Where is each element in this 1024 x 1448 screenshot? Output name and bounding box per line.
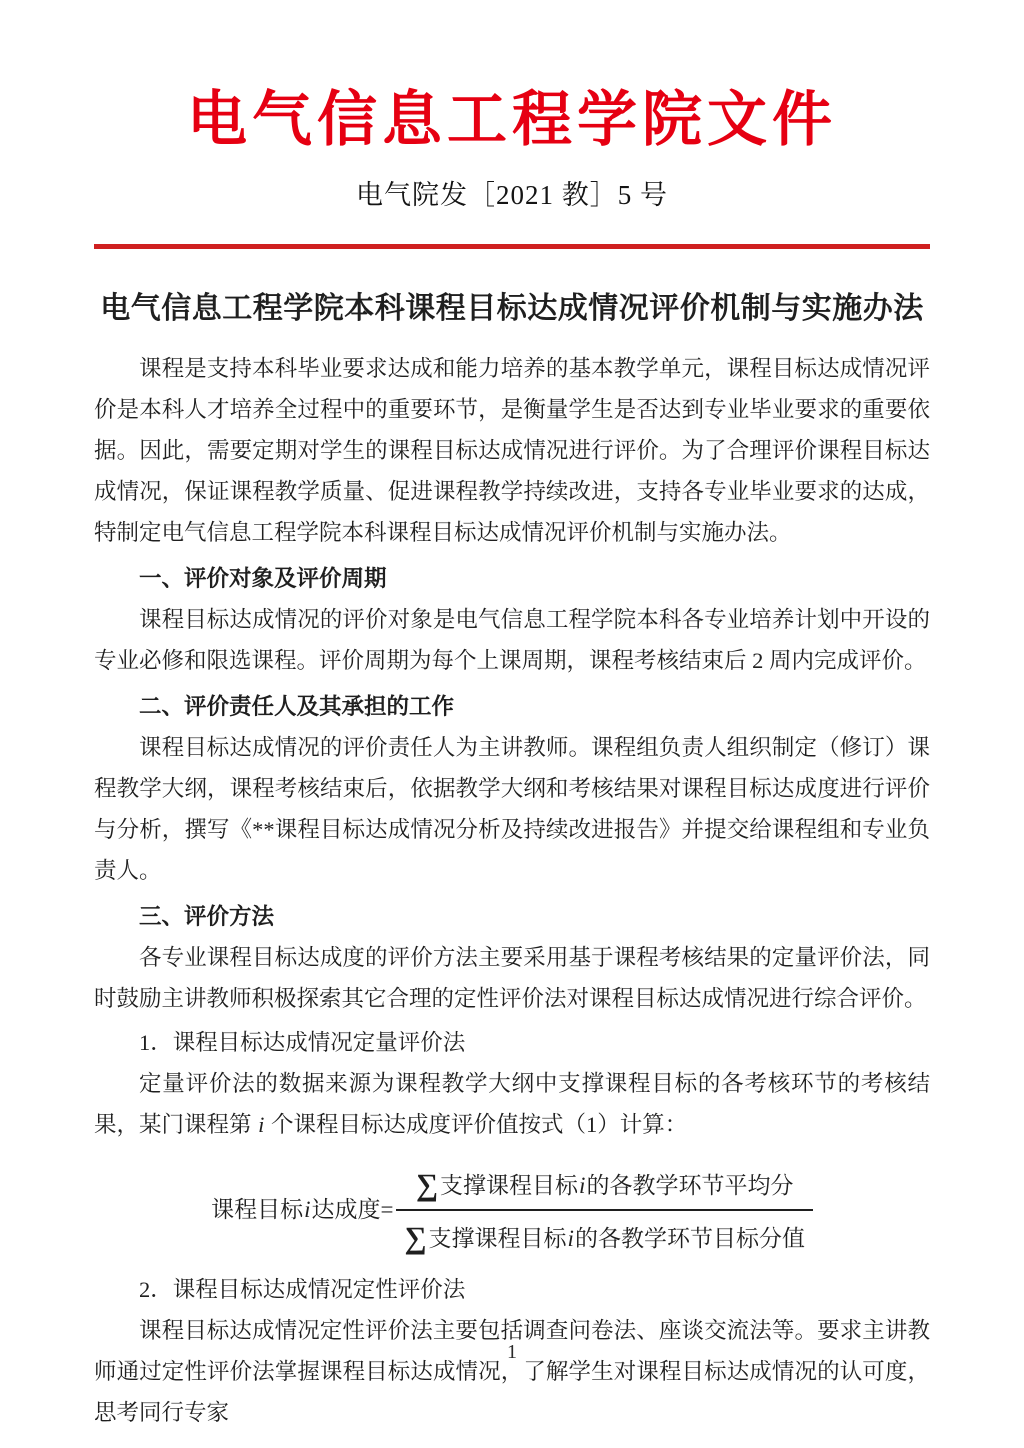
method-1-paragraph-suffix: 个课程目标达成度评价值按式（1）计算： (265, 1112, 688, 1137)
formula-lhs-equals: 达成度= (311, 1197, 394, 1223)
variable-i: i (258, 1112, 265, 1137)
formula-lhs-prefix: 课程目标 (211, 1197, 304, 1223)
variable-i: i (579, 1173, 586, 1198)
intro-paragraph: 课程是支持本科毕业要求达成和能力培养的基本教学单元，课程目标达成情况评价是本科人才培养全过程中的重要环节，是衡量学生是否达到专业毕业要求的重要依据。因此，需要定期对学生的课程目标达成情况进行评价。为了合理评价课程目标达成情况，保证课程教学质量、促进课程教学持续改进，支持各专业毕业要求的达成，特制定电气信息工程学院本科课程目标达成情况评价机制与实施办法。 (94, 356, 930, 545)
section-3-paragraph: 各专业课程目标达成度的评价方法主要采用基于课程考核结果的定量评价法，同时鼓励主讲教师积极探索其它合理的定性评价法对课程目标达成情况进行综合评价。 (94, 945, 930, 1011)
formula-numerator-suffix: 的各教学环节平均分 (586, 1173, 794, 1198)
page-footer (0, 1341, 1024, 1364)
body-text (94, 348, 930, 1433)
method-1-paragraph (94, 1063, 930, 1145)
formula-numerator-prefix: 支撑课程目标 (440, 1173, 579, 1198)
section-2-heading: 二、评价责任人及其承担的工作 (139, 694, 455, 719)
sigma-icon: ∑ (404, 1219, 427, 1255)
document-title: 电气信息工程学院本科课程目标达成情况评价机制与实施办法 (100, 292, 924, 325)
formula-fraction (396, 1161, 813, 1259)
sigma-icon: ∑ (415, 1167, 439, 1202)
variable-i: i (304, 1197, 311, 1223)
document-number: 电气院发［2021 教］5 号 (356, 180, 668, 210)
formula-numerator (396, 1161, 813, 1211)
section-2-paragraph: 课程目标达成情况的评价责任人为主讲教师。课程组负责人组织制定（修订）课程教学大纲，课程考核结束后，依据教学大纲和考核结果对课程目标达成度进行评价与分析，撰写《**课程目标达成情况分析及持续改进报告》并提交给课程组和专业负责人。 (94, 735, 930, 883)
red-divider-line (94, 244, 930, 249)
formula-equation-1 (94, 1161, 930, 1259)
formula-denominator-prefix: 支撑课程目标 (428, 1225, 567, 1251)
variable-i: i (567, 1225, 574, 1251)
letterhead-title: 电气信息工程学院文件 (187, 87, 837, 153)
method-2-label: 2．课程目标达成情况定性评价法 (139, 1276, 466, 1302)
method-1-label: 1．课程目标达成情况定量评价法 (139, 1030, 466, 1055)
formula-denominator (396, 1211, 813, 1259)
formula-denominator-suffix: 的各教学环节目标分值 (574, 1225, 805, 1251)
letterhead (94, 86, 930, 249)
method-1-paragraph-prefix: 定量评价法的数据来源为课程教学大纲中支撑课程目标的各考核环节的考核结果，某门课程第 (94, 1071, 930, 1137)
page-number: 1 (507, 1341, 517, 1363)
formula-lhs (211, 1193, 393, 1226)
document-body (94, 289, 930, 1433)
method-2-paragraph: 课程目标达成情况定性评价法主要包括调查问卷法、座谈交流法等。要求主讲教师通过定性评价法掌握课程目标达成情况，了解学生对课程目标达成情况的认可度，思考同行专家 (94, 1317, 930, 1425)
section-1-heading: 一、评价对象及评价周期 (139, 566, 387, 591)
section-1-paragraph: 课程目标达成情况的评价对象是电气信息工程学院本科各专业培养计划中开设的专业必修和限选课程。评价周期为每个上课周期，课程考核结束后 2 周内完成评价。 (94, 607, 930, 673)
section-3-heading: 三、评价方法 (139, 904, 275, 929)
